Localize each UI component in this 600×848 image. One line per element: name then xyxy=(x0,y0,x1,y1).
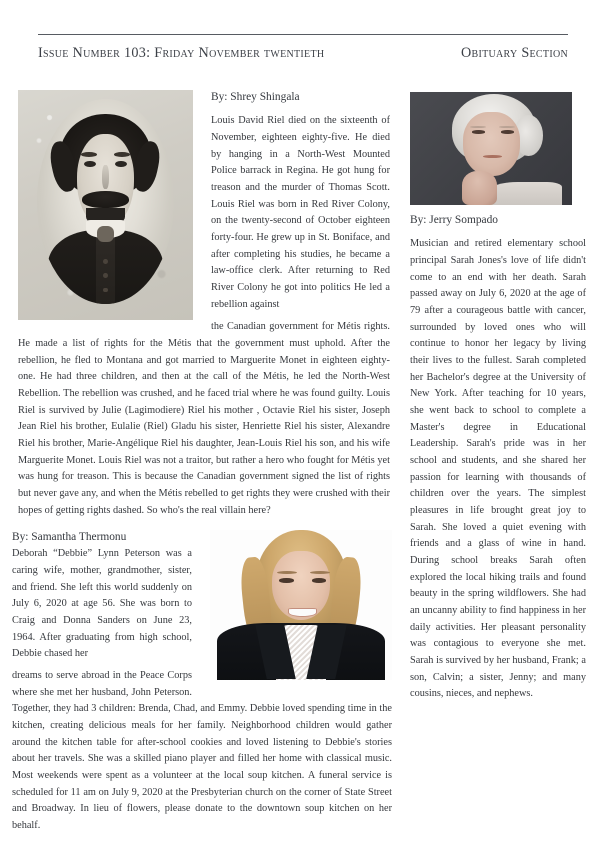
article-body-wide: dreams to serve abroad in the Peace Corps where she met her husband, John Peterson. Together, they had 3 children: Brenda, Chad, and Emmy. Debbie loved spending time in the kitchen, creating delicious meals for her family. Neighborhood children would gather around the kitchen table for after-school cookies and loved listening to Debbie's stories about her travels. She was a skilled piano player and filled her home with classical music. Most weekends were spent as a volunteer at the local soup kitchen. A funeral service is scheduled for 11 am on July 9, 2020 at the Presbyterian church on the corner of State Street and Broadway. In lieu of flowers, please donate to the downtown soup kitchen on her behalf. xyxy=(12,669,392,831)
photo-oval-vignette xyxy=(37,99,174,304)
photo-louis-riel xyxy=(18,90,193,320)
portrait-eye-right xyxy=(501,130,514,133)
article-body-wide: the Canadian government for Métis rights. He made a list of rights for the Métis that the government must uphold. After the rebellion, he fled to Montana and got married to Marguerite Monet in eighteen eighty-one. He had three children, and then at the call of the Métis, he led the North-West Rebellion. The rebellion was crushed, and he faced trial where he was found guilty. Louis Riel is survived by Julie (Lagimodiere) Riel his mother , Octavie Riel his sister, Joseph Jean Riel his brother, Eulalie (Riel) Gladu his sister, Henriette Riel his sister, Alexandre Riel his brother, Marie-Angélique Riel his daughter, Jean-Louis Riel his son, and his wife Marguerite Monet. Louis Riel was not a traitor, but rather a hero who fought for Métis yet was hung for treason. This is because the Canadian government signed the list of rights but never gave any, and when the Métis rebelled to get rights they were crushed with their hopes of getting rights dashed. So who's the real villain here? xyxy=(18,321,390,516)
portrait-eye-left xyxy=(472,130,485,133)
portrait-brow-left xyxy=(277,571,297,574)
issue-title: Issue Number 103: Friday November twentieth xyxy=(38,45,325,61)
portrait-eye-left xyxy=(84,161,96,168)
portrait-eye-left xyxy=(279,578,294,583)
byline-samantha-thermonu: By: Samantha Thermonu xyxy=(12,531,127,543)
portrait-tie xyxy=(97,226,113,242)
section-title: Obituary Section xyxy=(460,45,568,61)
portrait-button xyxy=(103,259,108,264)
portrait-brow-right xyxy=(499,126,515,128)
portrait-nose xyxy=(102,165,109,190)
portrait-face xyxy=(463,112,520,175)
article-louis-riel xyxy=(18,90,390,519)
masthead-divider xyxy=(38,34,568,35)
byline-shrey-shingala: By: Shrey Shingala xyxy=(211,91,300,103)
portrait-brow-left xyxy=(470,126,486,128)
byline-jerry-sompado: By: Jerry Sompado xyxy=(410,214,498,226)
photo-debbie-peterson xyxy=(210,530,392,680)
photo-sarah-jones xyxy=(410,92,572,205)
article-column-text xyxy=(12,530,192,663)
portrait-moustache xyxy=(82,191,128,207)
article-body-column: Deborah “Debbie” Lynn Peterson was a caring wife, mother, grandmother, sister, and friend. She left this world suddenly on July 6, 2020 at age 56. She was born to Craig and Donna Sanders on June 23, 1964. After graduating from high school, Debbie chased her xyxy=(12,548,192,660)
article-body-column: Musician and retired elementary school principal Sarah Jones's love of life didn't come to an end with her death. Sarah passed away on July 6, 2020 at the age of 79 after a courageous battle with cancer, surrounded by loved ones who will continue to honor her legacy by living their lives to the fullest. Sarah completed her Bachelor's degree at the University of New York. After teaching for 10 years, she went back to school to complete a Master's degree in Educational Leadership. Sarah's pride was in her school and students, and she shared her passion for learning with thousands of children over the years. The simplest pleasures in life brought great joy to Sarah. She loved a quiet evening with friends and a glass of wine in hand. During school breaks Sarah often explored the local hiking trails and found beauty in the spring wildflowers. She had an uncanny ability to find happiness in her daily activities. Her pleasant personality was contagious to everyone she met. Sarah is survived by her husband, Frank; a son, Calvin; a sister, Jenny; and many cousins, nieces, and nephews. xyxy=(410,238,586,700)
article-body-column: Louis David Riel died on the sixteenth of November, eighteen eighty-five. He died by hanging in a North-West Mounted Police barrack in Regina. He got hung for treason and the murder of Thomas Scott. Louis Riel was born in Red River Colony, on the twenty-second of October eighteen forty-four. He grew up in St. Boniface, and after completing his studies, he became a law-office clerk. After returning to Red River Colony he got into politics He led a rebellion against xyxy=(211,115,390,310)
portrait-shoulder xyxy=(488,182,563,205)
masthead xyxy=(38,45,568,67)
portrait-hand xyxy=(462,171,498,205)
article-column-text xyxy=(211,90,390,313)
article-debbie-peterson xyxy=(12,530,392,835)
article-sarah-jones xyxy=(410,92,586,703)
portrait-brow-right xyxy=(310,571,330,574)
portrait-eye-right xyxy=(312,578,327,583)
